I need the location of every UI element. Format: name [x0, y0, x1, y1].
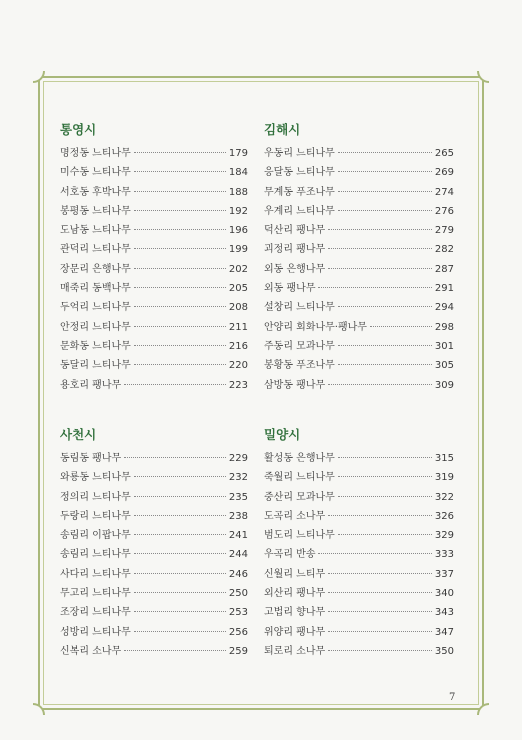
toc-entry[interactable]	[264, 623, 454, 642]
entry-name: 우동리 느티나무	[264, 148, 335, 159]
entry-page: 246	[228, 568, 248, 580]
entry-page: 269	[434, 167, 454, 179]
section-title: 밀양시	[264, 427, 301, 442]
dot-leader	[338, 364, 432, 365]
entry-page: 326	[434, 510, 454, 522]
section-tongyeong	[60, 122, 248, 395]
entry-page: 340	[434, 588, 454, 600]
entry-name: 덕산리 팽나무	[264, 225, 326, 237]
toc-entry[interactable]	[60, 298, 248, 317]
entry-name: 신복리 소나무	[60, 645, 122, 657]
toc-entry[interactable]	[60, 202, 248, 221]
dot-leader	[134, 191, 226, 192]
dot-leader	[318, 553, 431, 554]
dot-leader	[134, 306, 226, 307]
toc-entry[interactable]	[60, 376, 248, 395]
toc-entry[interactable]	[60, 260, 248, 279]
entry-name: 무계동 푸조나무	[264, 186, 335, 198]
dot-leader	[318, 287, 431, 288]
toc-entry[interactable]	[60, 318, 248, 337]
entry-page: 301	[434, 340, 454, 352]
dot-leader	[338, 457, 432, 458]
toc-entry[interactable]	[60, 565, 248, 584]
entry-name: 정의리 느티나무	[60, 491, 131, 503]
entry-name: 용호리 팽나무	[60, 379, 122, 391]
toc-entry[interactable]	[264, 468, 454, 487]
entry-name: 신월리 느티무	[264, 568, 326, 580]
entry-name: 활성동 은행나무	[264, 453, 335, 464]
toc-entry[interactable]	[60, 221, 248, 240]
entry-name: 문화동 느티나무	[60, 340, 131, 352]
entry-name: 동림동 팽나무	[60, 453, 122, 464]
dot-leader	[328, 268, 432, 269]
entry-page: 235	[228, 491, 248, 503]
entry-name: 도남동 느티나무	[60, 225, 131, 237]
entry-name: 삼방동 팽나무	[264, 379, 326, 391]
toc-entry[interactable]	[60, 356, 248, 375]
dot-leader	[124, 457, 226, 458]
entry-name: 두억리 느티나무	[60, 302, 131, 314]
entry-name: 위양리 팽나무	[264, 626, 326, 638]
dot-leader	[134, 611, 226, 612]
entry-name: 응달동 느티나무	[264, 167, 335, 179]
dot-leader	[134, 553, 226, 554]
toc-entry[interactable]	[264, 144, 454, 163]
dot-leader	[328, 650, 432, 651]
dot-leader	[124, 384, 226, 385]
entry-page: 291	[434, 283, 454, 295]
toc-entry[interactable]	[60, 144, 248, 163]
dot-leader	[328, 573, 432, 574]
entry-page: 265	[434, 148, 454, 159]
entry-page: 184	[228, 167, 248, 179]
entry-name: 두랑리 느티나무	[60, 510, 131, 522]
dot-leader	[328, 384, 432, 385]
toc-entry[interactable]	[60, 507, 248, 526]
entry-page: 298	[434, 321, 454, 333]
entry-page: 329	[434, 530, 454, 542]
entry-page: 333	[434, 549, 454, 561]
toc-entry[interactable]	[60, 488, 248, 507]
toc-entry[interactable]	[60, 279, 248, 298]
dot-leader	[134, 171, 226, 172]
entry-name: 외동 은행나무	[264, 263, 326, 275]
entry-name: 주동리 모과나무	[264, 340, 335, 352]
entry-page: 229	[228, 453, 248, 464]
dot-leader	[134, 476, 226, 477]
dot-leader	[134, 268, 226, 269]
toc-entry[interactable]	[264, 488, 454, 507]
entry-name: 동달리 느티나무	[60, 360, 131, 372]
toc-entry[interactable]	[264, 279, 454, 298]
entry-page: 220	[228, 360, 248, 372]
dot-leader	[134, 229, 226, 230]
toc-entry[interactable]	[264, 545, 454, 564]
toc-entry[interactable]	[60, 545, 248, 564]
entry-page: 305	[434, 360, 454, 372]
entry-page: 259	[228, 645, 248, 657]
entry-name: 봉황동 푸조나무	[264, 360, 335, 372]
dot-leader	[328, 248, 432, 249]
dot-leader	[338, 534, 432, 535]
entry-name: 매죽리 동백나무	[60, 283, 131, 295]
dot-leader	[338, 171, 432, 172]
entry-page: 232	[228, 472, 248, 484]
dot-leader	[134, 210, 226, 211]
toc-entry[interactable]	[60, 642, 248, 661]
section-miryang	[264, 427, 454, 661]
entry-name: 미수동 느티나무	[60, 167, 131, 179]
toc-entry[interactable]	[264, 183, 454, 202]
toc-entry[interactable]	[264, 603, 454, 622]
dot-leader	[134, 287, 226, 288]
entry-name: 안양리 회화나무·팽나무	[264, 321, 367, 333]
entry-page: 347	[434, 626, 454, 638]
entry-name: 봉평동 느티나무	[60, 205, 131, 217]
dot-leader	[338, 191, 432, 192]
dot-leader	[338, 496, 432, 497]
dot-leader	[134, 592, 226, 593]
section-sacheon	[60, 427, 248, 661]
entry-page: 350	[434, 645, 454, 657]
entry-page: 294	[434, 302, 454, 314]
dot-leader	[338, 345, 432, 346]
dot-leader	[134, 631, 226, 632]
entry-page: 205	[228, 283, 248, 295]
toc-entry[interactable]	[264, 642, 454, 661]
entry-name: 범도리 느티나무	[264, 530, 335, 542]
entry-page: 282	[434, 244, 454, 256]
toc-entry[interactable]	[264, 298, 454, 317]
entry-page: 199	[228, 244, 248, 256]
page-number: 7	[449, 692, 456, 703]
entry-page: 238	[228, 510, 248, 522]
entry-page: 343	[434, 607, 454, 619]
entry-name: 우계리 느티나무	[264, 205, 335, 217]
toc-entry[interactable]	[60, 449, 248, 468]
dot-leader	[338, 476, 432, 477]
toc-entry[interactable]	[264, 202, 454, 221]
entry-page: 216	[228, 340, 248, 352]
toc-entry[interactable]	[60, 240, 248, 259]
entry-name: 성방리 느티나무	[60, 626, 131, 638]
entry-name: 고법리 향나무	[264, 607, 326, 619]
toc-entry[interactable]	[60, 623, 248, 642]
toc-entry[interactable]	[60, 183, 248, 202]
entry-page: 208	[228, 302, 248, 314]
dot-leader	[338, 152, 432, 153]
entry-page: 319	[434, 472, 454, 484]
toc-entry[interactable]	[264, 449, 454, 468]
entry-page: 276	[434, 205, 454, 217]
dot-leader	[124, 650, 226, 651]
dot-leader	[328, 611, 432, 612]
toc-entry[interactable]	[60, 584, 248, 603]
toc-entry[interactable]	[60, 603, 248, 622]
dot-leader	[134, 573, 226, 574]
toc-entry[interactable]	[264, 260, 454, 279]
toc-entry[interactable]	[264, 584, 454, 603]
entry-page: 287	[434, 263, 454, 275]
entry-name: 관덕리 느티나무	[60, 244, 131, 256]
entry-name: 와룡동 느티나무	[60, 472, 131, 484]
entry-page: 256	[228, 626, 248, 638]
entry-name: 무고리 느티나무	[60, 588, 131, 600]
toc-entry[interactable]	[264, 163, 454, 182]
entry-page: 250	[228, 588, 248, 600]
toc-entry[interactable]	[264, 318, 454, 337]
entry-name: 도곡리 소나무	[264, 510, 326, 522]
entry-page: 211	[228, 321, 248, 333]
entry-name: 죽월리 느티나무	[264, 472, 335, 484]
dot-leader	[134, 326, 226, 327]
toc-entry[interactable]	[264, 356, 454, 375]
entry-name: 안정리 느티나무	[60, 321, 131, 333]
toc-entry[interactable]	[264, 376, 454, 395]
entry-page: 188	[228, 186, 248, 198]
dot-leader	[134, 496, 226, 497]
entry-name: 설창리 느티나무	[264, 302, 335, 314]
entry-name: 송림리 느티나무	[60, 549, 131, 561]
entry-page: 179	[228, 148, 248, 159]
dot-leader	[134, 345, 226, 346]
toc-entry[interactable]	[264, 507, 454, 526]
entry-name: 조장리 느티나무	[60, 607, 131, 619]
entry-name: 중산리 모과나무	[264, 491, 335, 503]
section-title: 김해시	[264, 122, 301, 137]
entry-page: 223	[228, 379, 248, 391]
dot-leader	[134, 152, 226, 153]
dot-leader	[328, 631, 432, 632]
toc-entry[interactable]	[264, 337, 454, 356]
entry-page: 196	[228, 225, 248, 237]
toc-entry[interactable]	[264, 240, 454, 259]
dot-leader	[134, 515, 226, 516]
entry-name: 퇴로리 소나무	[264, 645, 326, 657]
entry-name: 외동 팽나무	[264, 283, 316, 295]
dot-leader	[338, 210, 432, 211]
entry-name: 외산리 팽나무	[264, 588, 326, 600]
dot-leader	[134, 364, 226, 365]
section-gimhae	[264, 122, 454, 395]
toc-entry[interactable]	[60, 163, 248, 182]
entry-name: 명정동 느티나무	[60, 148, 131, 159]
entry-page: 315	[434, 453, 454, 464]
entry-page: 274	[434, 186, 454, 198]
dot-leader	[134, 248, 226, 249]
entry-page: 192	[228, 205, 248, 217]
dot-leader	[134, 534, 226, 535]
entry-page: 244	[228, 549, 248, 561]
entry-page: 337	[434, 568, 454, 580]
toc-entry[interactable]	[264, 221, 454, 240]
entry-page: 202	[228, 263, 248, 275]
dot-leader	[370, 326, 432, 327]
entry-page: 253	[228, 607, 248, 619]
dot-leader	[328, 229, 432, 230]
entry-page: 241	[228, 530, 248, 542]
toc-entry[interactable]	[60, 526, 248, 545]
toc-entry[interactable]	[60, 337, 248, 356]
toc-entry[interactable]	[60, 468, 248, 487]
toc-entry[interactable]	[264, 526, 454, 545]
entry-name: 서호동 후박나무	[60, 186, 131, 198]
entry-page: 279	[434, 225, 454, 237]
dot-leader	[328, 515, 432, 516]
section-title: 통영시	[60, 122, 97, 137]
dot-leader	[338, 306, 432, 307]
entry-page: 322	[434, 491, 454, 503]
dot-leader	[328, 592, 432, 593]
entry-name: 괴정리 팽나무	[264, 244, 326, 256]
section-title: 사천시	[60, 427, 97, 442]
entry-name: 장문리 은행나무	[60, 263, 131, 275]
toc-entry[interactable]	[264, 565, 454, 584]
entry-name: 사다리 느티나무	[60, 568, 131, 580]
entry-page: 309	[434, 379, 454, 391]
entry-name: 우곡리 반송	[264, 549, 316, 561]
entry-name: 송림리 이팝나무	[60, 530, 131, 542]
